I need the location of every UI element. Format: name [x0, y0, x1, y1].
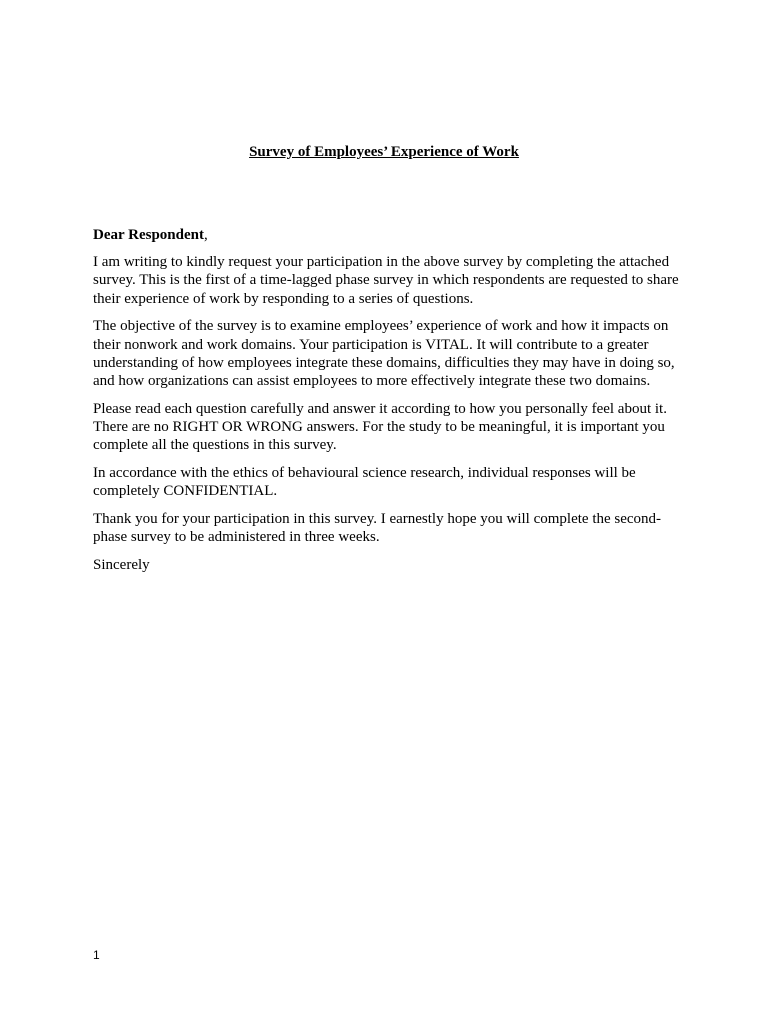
paragraph-thanks: Thank you for your participation in this survey. I earnestly hope you will complete the second-phase survey to be administered in three weeks.: [93, 510, 662, 545]
closing: Sincerely: [93, 556, 150, 573]
paragraph-request: I am writing to kindly request your participation in the above survey by completing the attached survey. This is the first of a time-lagged phase survey in which respondents are requested to share their experience of work by responding to a series of questions.: [93, 254, 679, 307]
salutation: [93, 226, 683, 244]
paragraph-objective: The objective of the survey is to examine employees’ experience of work and how it impacts on their nonwork and work domains. Your participation is VITAL. It will contribute to a greater understanding of how employees integrate these domains, difficulties they may have in doing so, and how organizations can assist employees to more effectively integrate these two domains.: [93, 318, 675, 389]
salutation-name: Dear Respondent: [93, 227, 204, 243]
salutation-punctuation: ,: [203, 227, 208, 243]
document-title: Survey of Employees’ Experience of Work: [249, 144, 519, 160]
page-number: 1: [93, 948, 100, 962]
paragraph-instructions: Please read each question carefully and answer it according to how you personally feel about it. There are no RIGHT OR WRONG answers. For the study to be meaningful, it is important you complete all the questions in this survey.: [93, 400, 667, 454]
letter-body: [93, 226, 683, 583]
paragraph-confidentiality: In accordance with the ethics of behavioural science research, individual responses will be completely CONFIDENTIAL.: [93, 464, 636, 499]
